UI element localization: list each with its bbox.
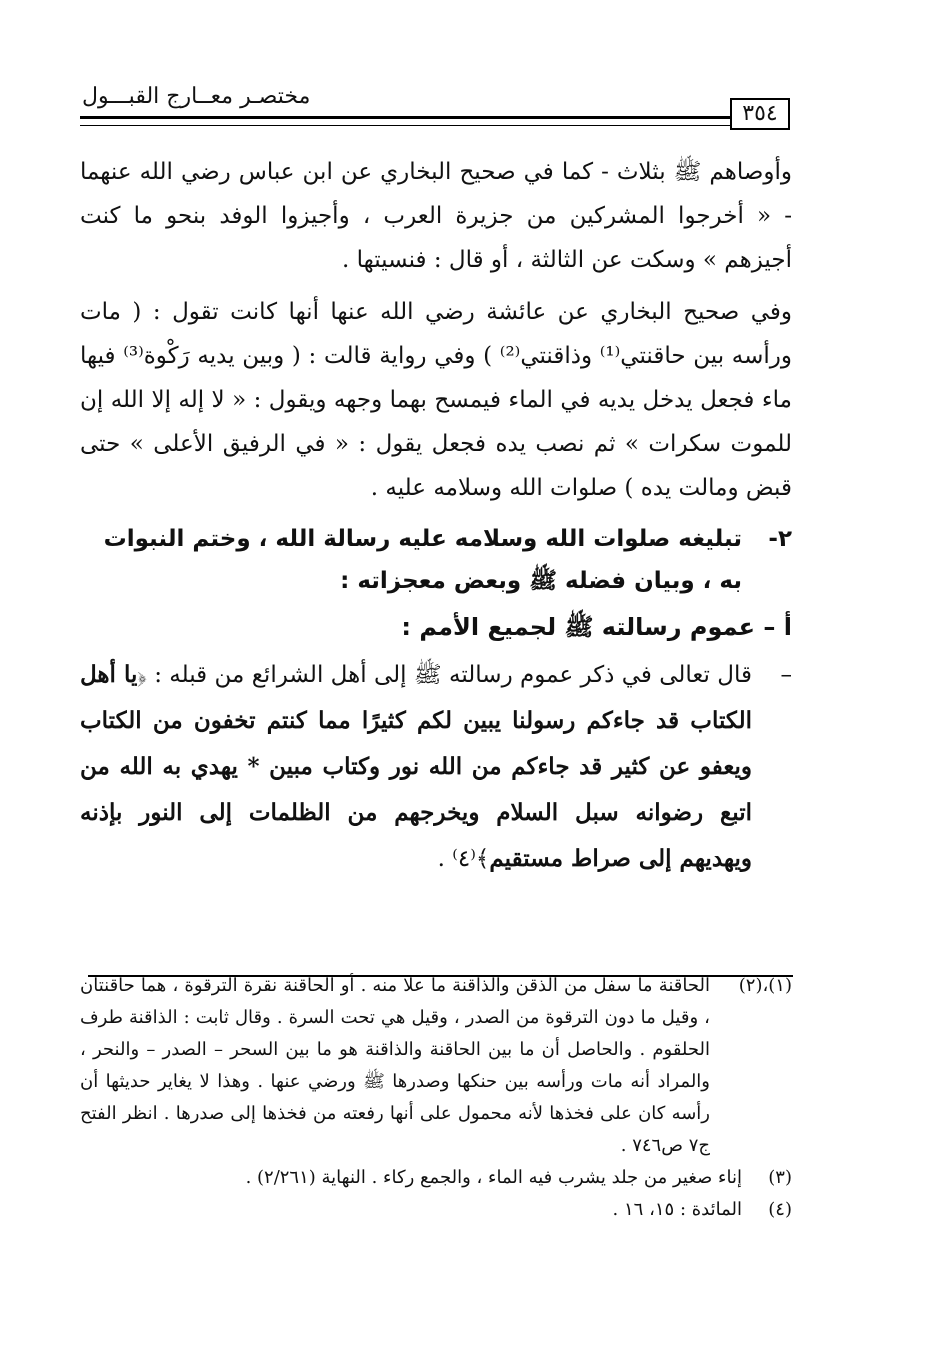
footnote-text: المائدة : ١٥، ١٦ . bbox=[612, 1199, 742, 1220]
footnote-number: (٤) bbox=[768, 1199, 792, 1220]
quote-text bbox=[80, 652, 752, 882]
quote-end: ﴾⁽٤⁾ . bbox=[437, 846, 490, 872]
header-rule-thin bbox=[80, 125, 730, 126]
footnote-number: (٣) bbox=[768, 1167, 792, 1188]
paragraph-bequest: وأوصاهم ﷺ بثلاث - كما في صحيح البخاري عن ابن عباس رضي الله عنهما - « أخرجوا المشركين من جزيرة العرب ، وأجيزوا الوفد بنحو ما كنت أجيزهم » وسكت عن الثالثة ، أو قال : فنسيتها . bbox=[80, 159, 792, 273]
dash-marker: – bbox=[780, 662, 792, 688]
header-rule-thick bbox=[80, 116, 730, 119]
footnote-3 bbox=[80, 1162, 792, 1194]
main-text bbox=[80, 150, 792, 890]
quran-quote-item bbox=[80, 652, 792, 882]
footnote-text: الحاقنة ما سفل من الذقن والذاقنة ما علا منه . أو الحاقنة نقرة الترقوة ، هما حاقنتان ، وقيل ما دون الترقوة من الصدر ، وقيل هي تحت السرة . وقال ثابت : الذاقنة طرف الحلقوم . والحاصل أن ما بين الحاقنة والذاقنة هو ما بين السحر – الصدر – والنحر ، والمراد أنه مات ورأسه بين حنكها وصدرها ﷺ ورضي عنها . وهذا لا يغاير حديثها أن رأسه كان على فخذها لأنه محمول على أنها رفعته من فخذها إلى صدرها . انظر الفتح ج٧ ص٧٤٦ . bbox=[80, 975, 710, 1156]
section-heading-text: تبليغه صلوات الله وسلامه عليه رسالة الله ، وختم النبوات به ، وبيان فضله ﷺ وبعض معجزاته : bbox=[103, 526, 742, 594]
footnote-number: (١)،(٢) bbox=[738, 975, 792, 996]
footnote-1-2 bbox=[80, 970, 792, 1162]
page-number-box: ٣٥٤ bbox=[730, 98, 790, 130]
section-heading-2 bbox=[80, 518, 792, 602]
paragraph-aisha-hadith: وفي صحيح البخاري عن عائشة رضي الله عنها أنها كانت تقول : ( مات ورأسه بين حاقنتي⁽¹⁾ وذاقنتي⁽²⁾ ) وفي رواية قالت : ( وبين يديه رَكْوة⁽³⁾ فيها ماء فجعل يدخل يديه في الماء فيمسح بهما وجهه ويقول : « لا إله إلا الله إن للموت سكرات » ثم نصب يده فجعل يقول : « في الرفيق الأعلى » حتى قبض ومالت يده ) صلوات الله وسلامه عليه . bbox=[80, 299, 792, 501]
quote-intro: قال تعالى في ذكر عموم رسالته ﷺ إلى أهل الشرائع من قبله : ﴿ bbox=[137, 662, 752, 688]
footnote-text: إناء صغير من جلد يشرب فيه الماء ، والجمع ركاء . النهاية (٢/٢٦١) . bbox=[245, 1167, 742, 1188]
subheading-a: أ – عموم رسالته ﷺ لجميع الأمم : bbox=[401, 613, 792, 641]
section-number: ٢- bbox=[768, 526, 792, 552]
running-header-title: مختصـر معــارج القبـــول bbox=[82, 84, 311, 109]
footnote-4 bbox=[80, 1194, 792, 1226]
quran-verse: يا أهل الكتاب قد جاءكم رسولنا يبين لكم كثيرًا مما كنتم تخفون من الكتاب ويعفو عن كثير قد جاءكم من الله نور وكتاب مبين * يهدي به الله من اتبع رضوانه سبل السلام ويخرجهم من الظلمات إلى النور بإذنه ويهديهم إلى صراط مستقيم bbox=[80, 661, 752, 872]
footnotes bbox=[80, 970, 792, 1226]
